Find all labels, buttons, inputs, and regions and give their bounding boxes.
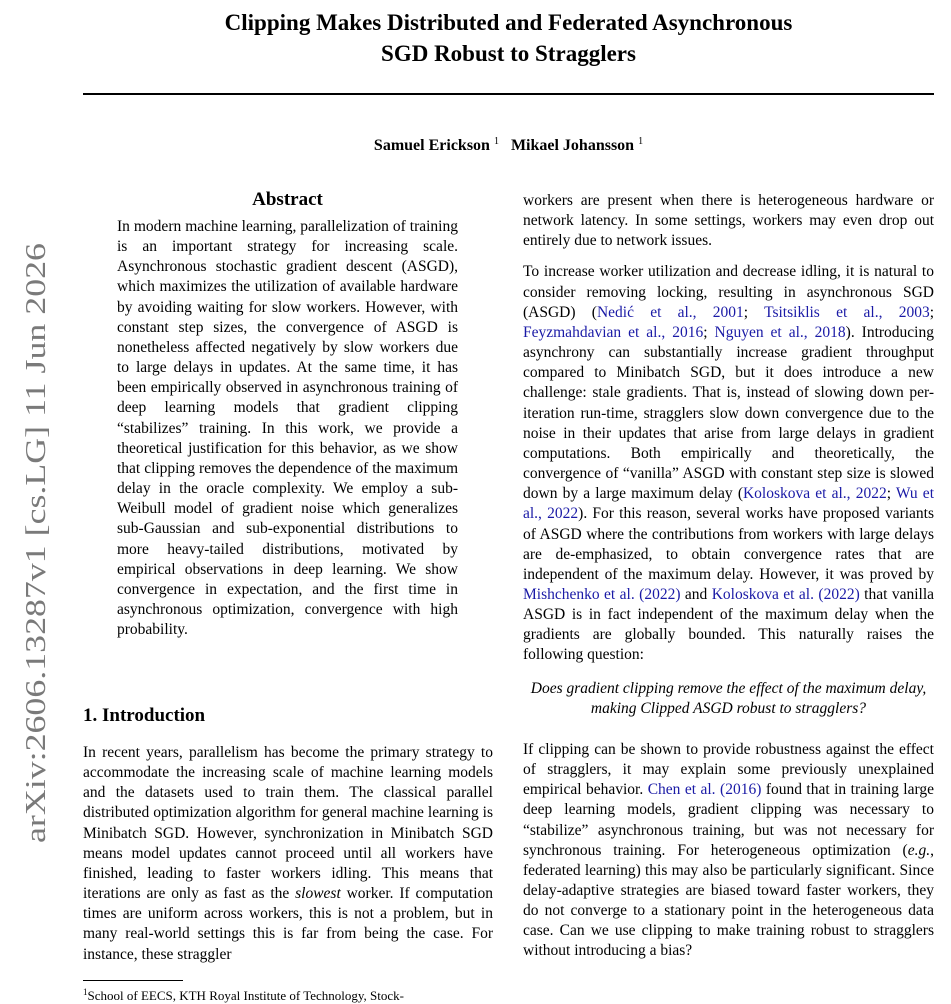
citation-link[interactable]: Chen et al. — [647, 781, 716, 799]
affiliation-footnote — [83, 984, 493, 1004]
citation-year-link[interactable]: (2016) — [720, 781, 762, 799]
right-column — [523, 191, 934, 973]
citation-link[interactable]: Nguyen et al., 2018 — [714, 323, 846, 341]
title-rule — [83, 93, 934, 95]
citation-link[interactable]: Wu et al., 2022 — [523, 485, 934, 523]
citation-link[interactable]: Nedić et al., 2001 — [596, 303, 744, 321]
emphasis-eg: e.g. — [907, 841, 931, 859]
introduction-paragraph: In recent years, parallelism has become the primary strategy to accommodate the increasing scale of machine learning models and the datasets used to train them. The classical parallel distributed optimization algorithm for general machine learning is Minibatch SGD. However, synchronization in Minibatch SGD means model updates cannot proceed until all workers have finished, leading to faster workers idling. This means that iterations are only as fast as the slowest worker. If computation times are uniform across workers, this is not a problem, but in many real-world settings this is far from being the case. For instance, these straggler — [83, 744, 493, 963]
research-question: Does gradient clipping remove the effect of the maximum delay, making Clipped ASGD robust to stragglers? — [530, 679, 927, 717]
citation-link[interactable]: Koloskova et al. — [711, 585, 814, 603]
emphasis-slowest: slowest — [295, 885, 341, 903]
paper-title — [83, 7, 934, 69]
author-list — [83, 132, 934, 156]
footnote-rule — [83, 980, 183, 981]
author-affiliation-mark: 1 — [493, 136, 499, 147]
abstract-text: In modern machine learning, parallelization of training is an important strategy for increasing scale. Asynchronous stochastic gradient descent (ASGD), which maximizes the utilization of available hardware by avoiding waiting for slow workers. However, with constant step sizes, the convergence of ASGD is nonetheless affected negatively by slow workers due to large delays in updates. At the same time, it has been empirically observed in asynchronous training of deep learning models that gradient clipping “stabilizes” training. In this work, we provide a theoretical justification for this behavior, as we show that clipping removes the dependence of the maximum delay in the oracle complexity. We employ a sub-Weibull model of gradient noise which generalizes sub-Gaussian and sub-exponential distributions to more heavy-tailed distributions, motivated by empirical observations in deep learning. We show convergence in expectation, and the first time in asynchronous optimization, convergence with high probability. — [117, 218, 458, 639]
introduction-heading: 1. Introduction — [83, 705, 206, 726]
paragraph-asgd-motivation: To increase worker utilization and decrease idling, it is natural to consider removing locking, resulting in asynchronous SGD (ASGD) (Nedić et al., 2001; Tsitsiklis et al., 2003; Feyzmahdavian et al., 2016; Nguyen et al., 2018). Introducing asynchrony can substantially increase gradient throughput compared to Minibatch SGD, but it does introduce a new challenge: stale gradients. That is, instead of slowing down per-iteration run-time, stragglers slow down convergence due to the noise in their updates that arise from large delays in gradient computations. Both empirically and theoretically, the convergence of “vanilla” ASGD with constant step size is slowed down by a large maximum delay (Koloskova et al., 2022; Wu et al., 2022). For this reason, several works have proposed variants of ASGD where the contributions from workers with large delays are de-emphasized, to obtain convergence rates that are independent of the maximum delay. However, it was proved by Mishchenko et al. (2022) and Koloskova et al. (2022) that vanilla ASGD is in fact independent of the maximum delay when the gradients are globally bounded. This naturally raises the following question: — [523, 263, 935, 664]
arxiv-stamp — [0, 0, 60, 1000]
paragraph-stragglers-continued: workers are present when there is heterogeneous hardware or network latency. In some settings, workers may even drop out entirely due to network issues. — [523, 192, 934, 250]
author-name: Mikael Johansson — [510, 137, 635, 154]
introduction-section — [83, 704, 493, 965]
author-affiliation-mark: 1 — [638, 136, 644, 147]
paper-title-line-2: SGD Robust to Stragglers — [381, 41, 636, 66]
abstract-heading: Abstract — [252, 189, 323, 210]
footnote-text: School of EECS, KTH Royal Institute of Technology, Stock- — [87, 988, 404, 1003]
paragraph-clipping-robustness: If clipping can be shown to provide robustness against the effect of stragglers, it may explain some previously unexplained empirical behavior. Chen et al. (2016) found that in training large deep learning models, gradient clipping was necessary to “stabilize” asynchronous training, but was not necessary for synchronous training. For heterogeneous optimization (e.g., federated learning) this may also be particularly significant. Since delay-adaptive strategies are biased toward faster workers, they do not converge to a stationary point in the heterogeneous data case. Can we use clipping to make training robust to stragglers without introducing a bias? — [523, 740, 935, 960]
citation-link[interactable]: Koloskova et al., 2022 — [742, 485, 887, 503]
citation-year-link[interactable]: (2022) — [639, 585, 681, 603]
paper-title-line-1: Clipping Makes Distributed and Federated Asynchronous — [224, 10, 793, 35]
arxiv-stamp-text: arXiv:2606.13287v1 [cs.LG] 11 Jun 2026 — [20, 357, 52, 843]
citation-link[interactable]: Mishchenko et al. — [523, 585, 635, 603]
citation-link[interactable]: Feyzmahdavian et al., 2016 — [523, 323, 704, 341]
footnote-mark: 1 — [83, 987, 88, 997]
citation-link[interactable]: Tsitsiklis et al., 2003 — [764, 303, 930, 321]
abstract-section — [117, 188, 458, 640]
author-name: Samuel Erickson — [373, 137, 490, 154]
citation-year-link[interactable]: (2022) — [818, 585, 860, 603]
